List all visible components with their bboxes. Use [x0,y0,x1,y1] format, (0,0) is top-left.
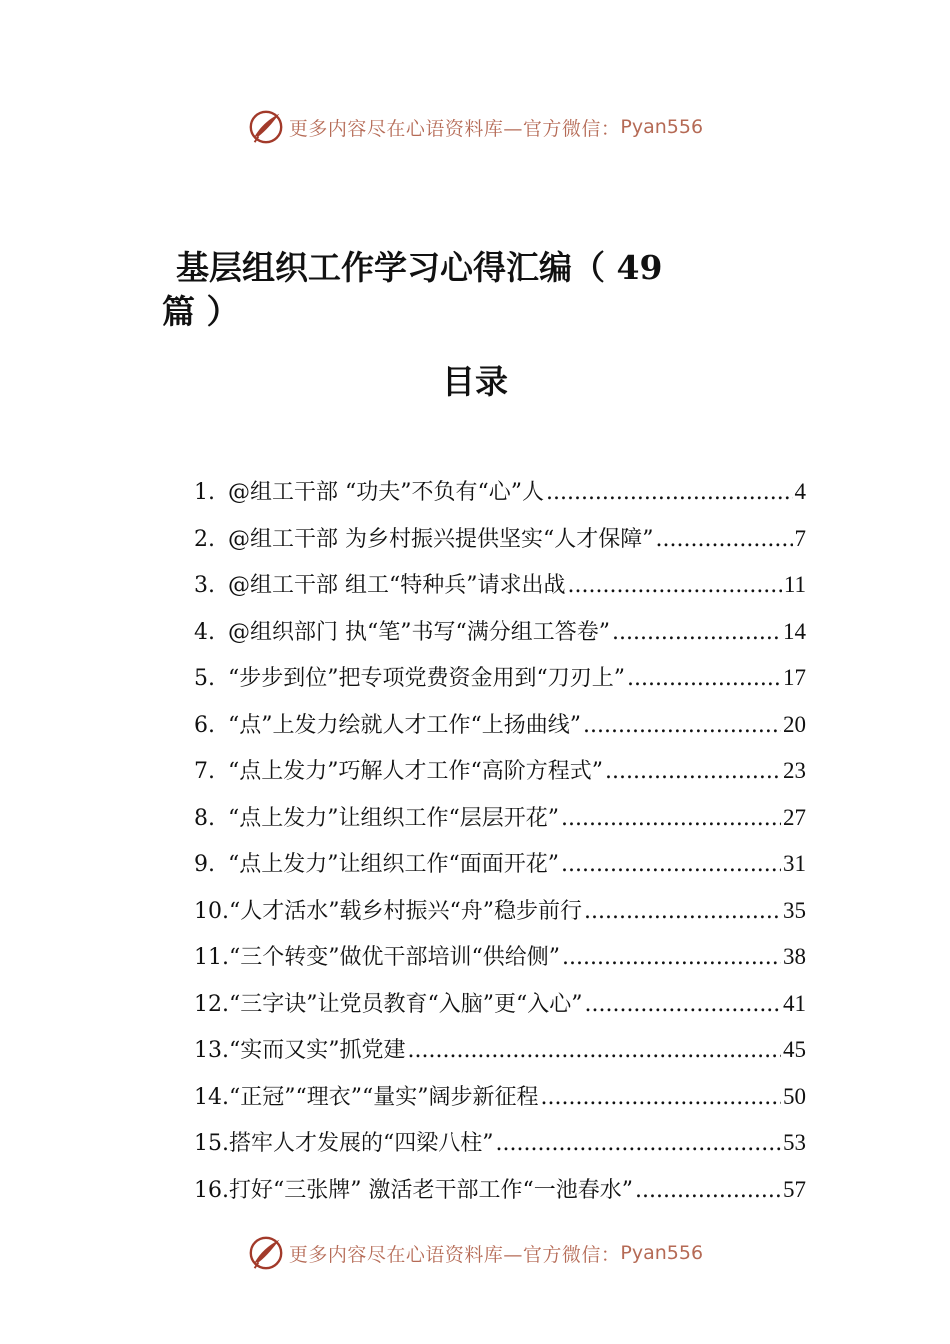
toc-dot-leader [584,892,781,932]
quill-logo-icon [247,1234,285,1272]
toc-entry-page: 17 [783,665,806,690]
toc-entry-number: 7. [194,759,215,784]
toc-entry[interactable] [194,658,806,705]
toc-dot-leader [584,985,781,1025]
toc-entry-title: “三字诀”让党员教育“入脑”更“入心” [229,991,583,1017]
toc-entry[interactable] [194,1123,806,1170]
toc-dot-leader [546,473,793,513]
document-title-line-2: 篇 ） [162,292,240,331]
toc-dot-leader [540,1078,781,1118]
toc-entry-page: 7 [794,525,806,551]
toc-entry-number: 5. [194,666,215,691]
toc-entry-number: 3. [194,573,215,598]
toc-entry-title: “点上发力”让组织工作“层层开花” [228,805,559,831]
toc-entry[interactable] [194,705,806,752]
toc-dot-leader [627,659,781,699]
toc-entry-page: 50 [783,1083,806,1109]
toc-entry-number: 10. [194,898,229,924]
banner-wechat-id: Pyan556 [620,116,704,138]
toc-entry-title: “三个转变”做优干部培训“供给侧” [229,945,560,970]
toc-entry-title: “正冠”“理衣”“量实”阔步新征程 [229,1084,539,1110]
toc-dot-leader [656,520,793,560]
toc-entry[interactable] [194,472,806,519]
toc-entry-page: 45 [783,1037,806,1062]
toc-entry-number: 13. [194,1038,229,1063]
toc-entry-title: @组工干部 “功夫”不负有“心”人 [228,480,544,505]
toc-entry-number: 2. [194,526,215,552]
toc-entry-number: 1. [194,480,215,505]
toc-entry-page: 31 [783,851,806,876]
banner-text: 更多内容尽在心语资料库—官方微信： [288,117,621,140]
toc-dot-leader [568,566,782,606]
document-title-line-1: 基层组织工作学习心得汇编（ 49 [176,248,663,287]
toc-dot-leader [561,799,781,839]
toc-entry-number: 14. [194,1084,229,1110]
toc-entry[interactable] [194,937,806,984]
toc-entry[interactable] [194,565,806,612]
toc-entry-page: 53 [783,1130,806,1155]
document-title [162,246,722,334]
toc-entry-title: @组工干部 为乡村振兴提供坚实“人才保障” [228,526,654,552]
toc-entry[interactable] [194,891,806,938]
toc-entry-number: 4. [194,619,215,645]
toc-entry-title: “人才活水”载乡村振兴“舟”稳步前行 [229,898,582,924]
toc-entry-title: “步步到位”把专项党费资金用到“刀刃上” [228,666,625,691]
footer-watermark-banner [0,1233,950,1273]
toc-entry[interactable] [194,984,806,1031]
toc-entry[interactable] [194,612,806,659]
toc-entry[interactable] [194,519,806,566]
toc-entry[interactable] [194,1170,806,1217]
toc-heading: 目录 [442,362,508,401]
toc-entry-page: 14 [783,618,806,644]
toc-entry-title: @组织部门 执“笔”书写“满分组工答卷” [228,619,610,645]
toc-entry-page: 20 [783,711,806,737]
banner-text: 更多内容尽在心语资料库—官方微信： [288,1243,621,1266]
toc-dot-leader [496,1124,782,1164]
toc-entry-page: 35 [783,897,806,923]
toc-dot-leader [635,1171,781,1211]
toc-dot-leader [612,613,781,653]
toc-entry-number: 12. [194,991,229,1017]
toc-dot-leader [408,1031,782,1071]
toc-entry-title: 打好“三张牌” 激活老干部工作“一池春水” [229,1177,633,1203]
banner-wechat-id: Pyan556 [620,1242,704,1264]
toc-dot-leader [561,845,781,885]
toc-entry-number: 9. [194,852,215,877]
toc-entry-number: 11. [194,945,229,970]
toc-entry-title: “点上发力”巧解人才工作“高阶方程式” [228,759,603,784]
toc-entry-page: 38 [783,944,806,969]
toc-entry-page: 4 [794,479,806,504]
toc-entry-page: 23 [783,758,806,783]
toc-entry-page: 57 [783,1176,806,1202]
toc-entry-title: “点上发力”让组织工作“面面开花” [228,852,559,877]
toc-entry-title: 搭牢人才发展的“四梁八柱” [229,1131,494,1156]
header-watermark-banner [0,107,950,147]
toc-entry[interactable] [194,1030,806,1077]
toc-entry-page: 41 [783,990,806,1016]
toc-entry-title: @组工干部 组工“特种兵”请求出战 [228,573,566,598]
toc-entry-title: “实而又实”抓党建 [229,1038,406,1063]
toc-dot-leader [562,938,781,978]
table-of-contents [194,472,806,1216]
toc-entry[interactable] [194,751,806,798]
toc-entry-number: 16. [194,1177,229,1203]
toc-entry[interactable] [194,844,806,891]
toc-entry-title: “点”上发力绘就人才工作“上扬曲线” [228,712,581,738]
toc-dot-leader [605,752,781,792]
toc-entry-number: 6. [194,712,215,738]
toc-dot-leader [583,706,781,746]
toc-entry-number: 8. [194,805,215,831]
toc-entry[interactable] [194,1077,806,1124]
quill-logo-icon [247,108,285,146]
toc-entry-page: 27 [783,804,806,830]
toc-entry-number: 15. [194,1131,229,1156]
toc-entry[interactable] [194,798,806,845]
toc-entry-page: 11 [783,572,806,597]
